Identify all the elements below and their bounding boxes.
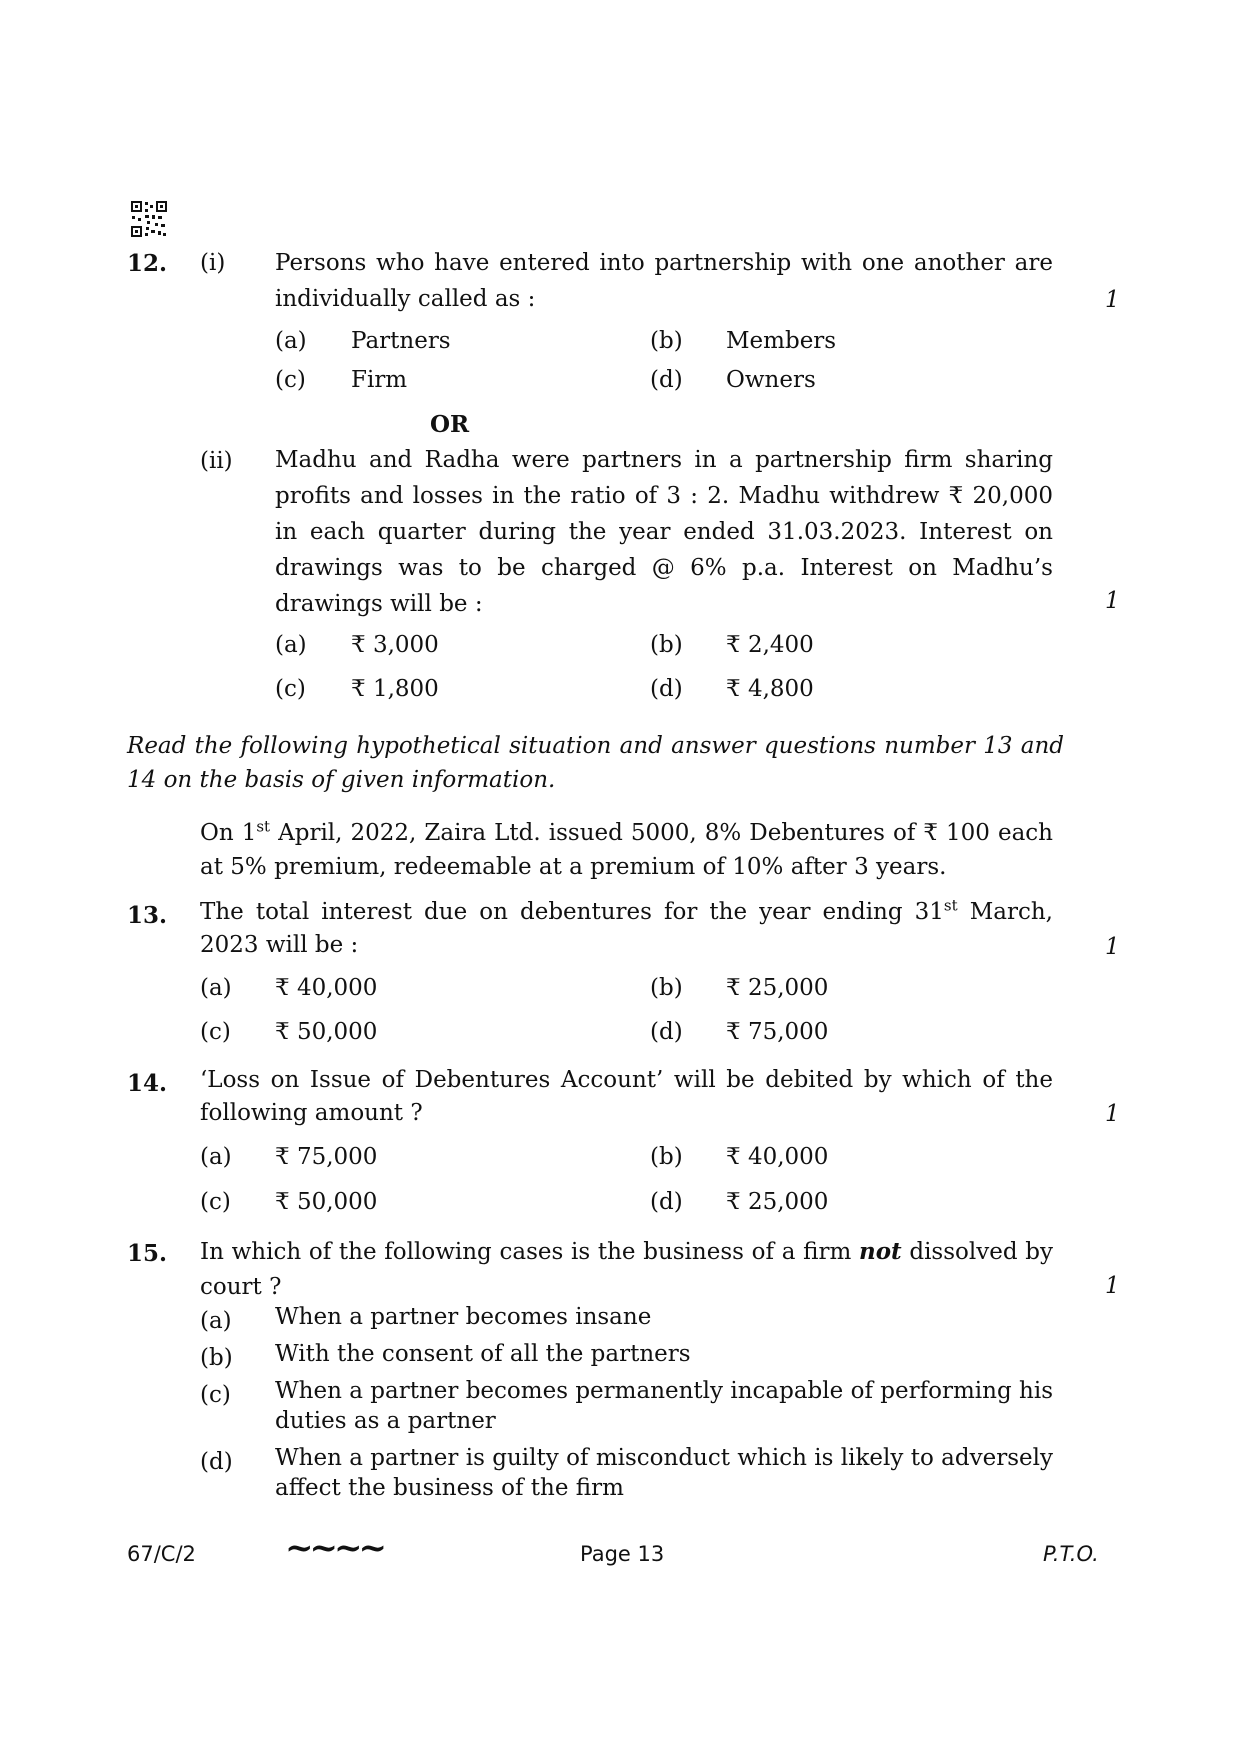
option-label: (a) [200, 975, 232, 1001]
option-text: ₹ 2,400 [726, 632, 814, 658]
question-text: Madhu and Radha were partners in a partnership firm sharing profits and losses in the ratio of 3 : 2. Madhu withdrew ₹ 20,000 in each quarter during the year ended 31.03.2023. Interest on drawings was to be charged @ 6% p.a. Interest on Madhu’s drawings will be : [275, 447, 1053, 617]
question-number: 15. [127, 1240, 168, 1267]
option-label: (a) [275, 328, 307, 354]
option-label: (d) [650, 367, 683, 393]
option-text: With the consent of all the partners [275, 1341, 691, 1367]
question-number: 14. [127, 1070, 168, 1097]
please-turn-over: P.T.O. [1043, 1542, 1099, 1566]
option-text: When a partner becomes insane [275, 1304, 652, 1330]
option-label: (d) [650, 1019, 683, 1045]
sub-question-label: (ii) [200, 448, 233, 474]
option-text: ₹ 1,800 [351, 676, 439, 702]
option-label: (d) [650, 1189, 683, 1215]
paper-code: 67/C/2 [127, 1542, 196, 1566]
option-label: (c) [200, 1382, 231, 1408]
option-text: ₹ 25,000 [726, 1189, 829, 1215]
option-text: Partners [351, 328, 451, 354]
option-text: ₹ 75,000 [275, 1144, 378, 1170]
option-label: (c) [200, 1019, 231, 1045]
option-label: (b) [650, 632, 683, 658]
option-label: (a) [275, 632, 307, 658]
option-label: (c) [275, 367, 306, 393]
option-label: (c) [275, 676, 306, 702]
option-label: (b) [200, 1345, 233, 1371]
option-label: (a) [200, 1144, 232, 1170]
question-number: 12. [127, 250, 168, 277]
footer-squiggle: ~~~~ [285, 1528, 383, 1568]
option-text: ₹ 75,000 [726, 1019, 829, 1045]
option-text: When a partner is guilty of misconduct which is likely to adversely affect the business of the firm [275, 1445, 1053, 1501]
option-text: ₹ 50,000 [275, 1019, 378, 1045]
option-label: (d) [200, 1449, 233, 1475]
option-label: (d) [650, 676, 683, 702]
marks: 1 [1105, 934, 1120, 960]
sub-question-label: (i) [200, 250, 226, 276]
case-passage: On 1st April, 2022, Zaira Ltd. issued 5000, 8% Debentures of ₹ 100 each at 5% premium, redeemable at a premium of 10% after 3 years. [200, 817, 1053, 880]
option-text: When a partner becomes permanently incapable of performing his duties as a partner [275, 1378, 1053, 1434]
option-text: Members [726, 328, 837, 354]
marks: 1 [1105, 1273, 1120, 1299]
option-text: ₹ 3,000 [351, 632, 439, 658]
question-text: The total interest due on debentures for the year ending 31st March, 2023 will be : [200, 896, 1053, 958]
option-text: ₹ 40,000 [275, 975, 378, 1001]
option-label: (a) [200, 1308, 232, 1334]
option-label: (b) [650, 1144, 683, 1170]
option-text: ₹ 40,000 [726, 1144, 829, 1170]
marks: 1 [1105, 588, 1120, 614]
question-text: Persons who have entered into partnership with one another are individually called as : [275, 250, 1053, 312]
page-number: Page 13 [580, 1542, 665, 1566]
option-text: ₹ 25,000 [726, 975, 829, 1001]
option-text: ₹ 4,800 [726, 676, 814, 702]
marks: 1 [1105, 287, 1120, 313]
question-text: ‘Loss on Issue of Debentures Account’ will be debited by which of the following amount ? [200, 1067, 1053, 1126]
qr-code-icon [130, 200, 168, 238]
option-text: ₹ 50,000 [275, 1189, 378, 1215]
option-label: (b) [650, 328, 683, 354]
question-number: 13. [127, 902, 168, 929]
option-label: (c) [200, 1189, 231, 1215]
or-separator: OR [430, 411, 470, 438]
marks: 1 [1105, 1101, 1120, 1127]
case-instruction: Read the following hypothetical situation and answer questions number 13 and 14 on the basis of given information. [127, 733, 1064, 793]
question-text: In which of the following cases is the business of a firm not dissolved by court ? [200, 1238, 1053, 1300]
option-text: Owners [726, 367, 816, 393]
option-text: Firm [351, 367, 408, 393]
option-label: (b) [650, 975, 683, 1001]
